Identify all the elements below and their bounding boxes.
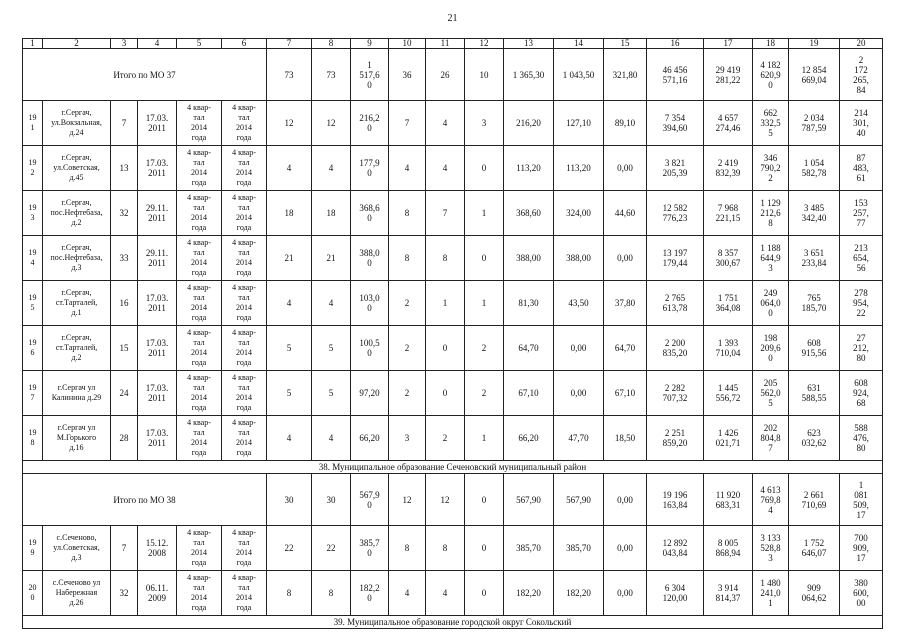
value-c13: 81,30 <box>504 281 554 326</box>
value-c13: 216,20 <box>504 101 554 146</box>
date-cell: 17.03. 2011 <box>138 101 177 146</box>
row-number: 19 8 <box>23 416 43 461</box>
value-c12: 0 <box>465 146 504 191</box>
value-c10: 7 <box>389 101 426 146</box>
column-number-cell: 14 <box>554 39 604 49</box>
value-c9: 100,5 0 <box>351 326 389 371</box>
value-c9: 97,20 <box>351 371 389 416</box>
address-cell: г.Сергач, пос.Нефтебаза, д.3 <box>43 236 111 281</box>
value-c14: 47,70 <box>554 416 604 461</box>
value-c8: 5 <box>312 326 351 371</box>
column-number-cell: 6 <box>222 39 267 49</box>
section-heading-row <box>23 461 883 474</box>
actual-date-cell: 4 квар- тал 2014 года <box>222 101 267 146</box>
planned-date-cell: 4 квар- тал 2014 года <box>177 146 222 191</box>
value-c14: 0,00 <box>554 371 604 416</box>
value-c20: 213 654, 56 <box>840 236 883 281</box>
section-heading: 38. Муниципальное образование Сеченовский муниципальный район <box>23 461 883 474</box>
actual-date-cell: 4 квар- тал 2014 года <box>222 191 267 236</box>
value-c19: 1 752 646,07 <box>789 526 840 571</box>
value-c15: 0,00 <box>604 236 647 281</box>
value-c20: 153 257, 77 <box>840 191 883 236</box>
value-c20: 380 600, 00 <box>840 571 883 616</box>
value-c7: 4 <box>267 281 312 326</box>
value-c11: 4 <box>426 146 465 191</box>
table-row <box>23 371 883 416</box>
value-c7: 8 <box>267 571 312 616</box>
actual-date-cell: 4 квар- тал 2014 года <box>222 416 267 461</box>
value-c17: 1 393 710,04 <box>704 326 753 371</box>
actual-date-cell: 4 квар- тал 2014 года <box>222 571 267 616</box>
total-value-c14: 1 043,50 <box>554 49 604 101</box>
address-cell: с.Сеченово ул Набережная д.26 <box>43 571 111 616</box>
value-c17: 4 657 274,46 <box>704 101 753 146</box>
value-c9: 66,20 <box>351 416 389 461</box>
actual-date-cell: 4 квар- тал 2014 года <box>222 236 267 281</box>
date-cell: 17.03. 2011 <box>138 146 177 191</box>
value-c3: 16 <box>111 281 138 326</box>
planned-date-cell: 4 квар- тал 2014 года <box>177 371 222 416</box>
value-c17: 7 968 221,15 <box>704 191 753 236</box>
total-value-c17: 11 920 683,31 <box>704 474 753 526</box>
value-c7: 18 <box>267 191 312 236</box>
value-c8: 12 <box>312 101 351 146</box>
column-number-cell: 9 <box>351 39 389 49</box>
table-row <box>23 416 883 461</box>
value-c9: 182,2 0 <box>351 571 389 616</box>
value-c7: 5 <box>267 326 312 371</box>
value-c16: 2 200 835,20 <box>647 326 704 371</box>
total-value-c12: 0 <box>465 474 504 526</box>
column-number-cell: 1 <box>23 39 43 49</box>
column-number-cell: 15 <box>604 39 647 49</box>
value-c10: 2 <box>389 281 426 326</box>
column-number-cell: 16 <box>647 39 704 49</box>
value-c19: 3 651 233,84 <box>789 236 840 281</box>
value-c10: 4 <box>389 571 426 616</box>
value-c9: 385,7 0 <box>351 526 389 571</box>
value-c7: 4 <box>267 146 312 191</box>
value-c13: 388,00 <box>504 236 554 281</box>
value-c14: 127,10 <box>554 101 604 146</box>
value-c19: 631 588,55 <box>789 371 840 416</box>
section-heading-row <box>23 616 883 629</box>
value-c7: 22 <box>267 526 312 571</box>
value-c3: 28 <box>111 416 138 461</box>
total-value-c19: 12 854 669,04 <box>789 49 840 101</box>
total-value-c17: 29 419 281,22 <box>704 49 753 101</box>
value-c18: 662 332,5 5 <box>753 101 789 146</box>
date-cell: 17.03. 2011 <box>138 326 177 371</box>
value-c12: 2 <box>465 371 504 416</box>
value-c9: 216,2 0 <box>351 101 389 146</box>
total-value-c11: 26 <box>426 49 465 101</box>
value-c15: 0,00 <box>604 526 647 571</box>
value-c3: 7 <box>111 526 138 571</box>
value-c11: 0 <box>426 371 465 416</box>
value-c8: 4 <box>312 281 351 326</box>
value-c11: 1 <box>426 281 465 326</box>
value-c3: 13 <box>111 146 138 191</box>
row-number: 19 6 <box>23 326 43 371</box>
value-c11: 0 <box>426 326 465 371</box>
total-value-c18: 4 182 620,9 0 <box>753 49 789 101</box>
row-number: 19 3 <box>23 191 43 236</box>
total-value-c12: 10 <box>465 49 504 101</box>
address-cell: г.Сергач, ст.Тарталей, д.2 <box>43 326 111 371</box>
value-c15: 89,10 <box>604 101 647 146</box>
table-row <box>23 191 883 236</box>
value-c20: 700 909, 17 <box>840 526 883 571</box>
column-number-cell: 2 <box>43 39 111 49</box>
total-value-c8: 73 <box>312 49 351 101</box>
value-c19: 2 034 787,59 <box>789 101 840 146</box>
value-c20: 27 212, 80 <box>840 326 883 371</box>
value-c18: 205 562,0 5 <box>753 371 789 416</box>
value-c16: 2 765 613,78 <box>647 281 704 326</box>
value-c3: 7 <box>111 101 138 146</box>
table-row <box>23 571 883 616</box>
planned-date-cell: 4 квар- тал 2014 года <box>177 571 222 616</box>
column-number-cell: 4 <box>138 39 177 49</box>
value-c13: 66,20 <box>504 416 554 461</box>
value-c16: 3 821 205,39 <box>647 146 704 191</box>
column-number-cell: 5 <box>177 39 222 49</box>
date-cell: 17.03. 2011 <box>138 281 177 326</box>
value-c12: 0 <box>465 236 504 281</box>
column-number-cell: 3 <box>111 39 138 49</box>
table-row <box>23 326 883 371</box>
value-c19: 909 064,62 <box>789 571 840 616</box>
value-c10: 8 <box>389 236 426 281</box>
total-value-c15: 321,80 <box>604 49 647 101</box>
total-value-c20: 2 172 265, 84 <box>840 49 883 101</box>
value-c10: 8 <box>389 191 426 236</box>
value-c3: 24 <box>111 371 138 416</box>
total-value-c18: 4 613 769,8 4 <box>753 474 789 526</box>
value-c7: 12 <box>267 101 312 146</box>
value-c19: 765 185,70 <box>789 281 840 326</box>
total-value-c16: 46 456 571,16 <box>647 49 704 101</box>
value-c15: 37,80 <box>604 281 647 326</box>
value-c15: 67,10 <box>604 371 647 416</box>
value-c18: 202 804,8 7 <box>753 416 789 461</box>
planned-date-cell: 4 квар- тал 2014 года <box>177 101 222 146</box>
municipality-total-row <box>23 474 883 526</box>
page-number: 21 <box>447 13 458 24</box>
value-c8: 4 <box>312 146 351 191</box>
value-c13: 368,60 <box>504 191 554 236</box>
date-cell: 15.12. 2008 <box>138 526 177 571</box>
value-c10: 4 <box>389 146 426 191</box>
value-c11: 8 <box>426 526 465 571</box>
date-cell: 17.03. 2011 <box>138 416 177 461</box>
column-number-cell: 12 <box>465 39 504 49</box>
total-value-c10: 36 <box>389 49 426 101</box>
value-c11: 4 <box>426 101 465 146</box>
planned-date-cell: 4 квар- тал 2014 года <box>177 281 222 326</box>
value-c17: 1 426 021,71 <box>704 416 753 461</box>
value-c10: 2 <box>389 371 426 416</box>
address-cell: г.Сергач, ул.Советская, д.45 <box>43 146 111 191</box>
column-number-cell: 20 <box>840 39 883 49</box>
value-c18: 198 209,6 0 <box>753 326 789 371</box>
address-cell: с.Сеченово, ул.Советская, д.3 <box>43 526 111 571</box>
value-c9: 103,0 0 <box>351 281 389 326</box>
column-number-cell: 8 <box>312 39 351 49</box>
table-row <box>23 236 883 281</box>
actual-date-cell: 4 квар- тал 2014 года <box>222 146 267 191</box>
total-value-c11: 12 <box>426 474 465 526</box>
row-number: 19 2 <box>23 146 43 191</box>
value-c8: 4 <box>312 416 351 461</box>
value-c13: 182,20 <box>504 571 554 616</box>
value-c18: 1 129 212,6 8 <box>753 191 789 236</box>
value-c16: 2 251 859,20 <box>647 416 704 461</box>
value-c15: 18,50 <box>604 416 647 461</box>
table-row <box>23 526 883 571</box>
value-c20: 608 924, 68 <box>840 371 883 416</box>
planned-date-cell: 4 квар- тал 2014 года <box>177 526 222 571</box>
row-number: 19 7 <box>23 371 43 416</box>
value-c15: 44,60 <box>604 191 647 236</box>
total-value-c7: 73 <box>267 49 312 101</box>
address-cell: г.Сергач, ст.Тарталей, д.1 <box>43 281 111 326</box>
column-number-cell: 13 <box>504 39 554 49</box>
value-c14: 43,50 <box>554 281 604 326</box>
value-c18: 249 064,0 0 <box>753 281 789 326</box>
housing-register-table <box>22 38 883 629</box>
value-c8: 22 <box>312 526 351 571</box>
value-c8: 8 <box>312 571 351 616</box>
value-c9: 177,9 0 <box>351 146 389 191</box>
table-row <box>23 281 883 326</box>
planned-date-cell: 4 квар- тал 2014 года <box>177 191 222 236</box>
value-c17: 2 419 832,39 <box>704 146 753 191</box>
value-c16: 13 197 179,44 <box>647 236 704 281</box>
row-number: 19 1 <box>23 101 43 146</box>
value-c11: 7 <box>426 191 465 236</box>
total-value-c15: 0,00 <box>604 474 647 526</box>
value-c18: 1 188 644,9 3 <box>753 236 789 281</box>
date-cell: 29.11. 2011 <box>138 236 177 281</box>
value-c18: 1 480 241,0 1 <box>753 571 789 616</box>
value-c18: 3 133 528,8 3 <box>753 526 789 571</box>
value-c18: 346 790,2 2 <box>753 146 789 191</box>
value-c11: 2 <box>426 416 465 461</box>
value-c11: 8 <box>426 236 465 281</box>
address-cell: г.Сергач ул М.Горького д.16 <box>43 416 111 461</box>
value-c9: 368,6 0 <box>351 191 389 236</box>
value-c14: 385,70 <box>554 526 604 571</box>
value-c14: 0,00 <box>554 326 604 371</box>
value-c17: 8 357 300,67 <box>704 236 753 281</box>
value-c10: 2 <box>389 326 426 371</box>
value-c12: 0 <box>465 571 504 616</box>
total-value-c9: 1 517,6 0 <box>351 49 389 101</box>
total-value-c13: 567,90 <box>504 474 554 526</box>
value-c16: 2 282 707,32 <box>647 371 704 416</box>
value-c13: 113,20 <box>504 146 554 191</box>
actual-date-cell: 4 квар- тал 2014 года <box>222 526 267 571</box>
total-value-c9: 567,9 0 <box>351 474 389 526</box>
value-c17: 1 751 364,08 <box>704 281 753 326</box>
municipality-total-row <box>23 49 883 101</box>
value-c19: 3 485 342,40 <box>789 191 840 236</box>
row-number: 19 9 <box>23 526 43 571</box>
address-cell: г.Сергач, пос.Нефтебаза, д.2 <box>43 191 111 236</box>
value-c13: 385,70 <box>504 526 554 571</box>
total-value-c7: 30 <box>267 474 312 526</box>
column-number-cell: 7 <box>267 39 312 49</box>
column-number-row <box>23 39 883 49</box>
value-c7: 21 <box>267 236 312 281</box>
value-c7: 5 <box>267 371 312 416</box>
value-c12: 1 <box>465 416 504 461</box>
column-number-cell: 11 <box>426 39 465 49</box>
value-c19: 608 915,56 <box>789 326 840 371</box>
column-number-cell: 17 <box>704 39 753 49</box>
planned-date-cell: 4 квар- тал 2014 года <box>177 416 222 461</box>
value-c3: 15 <box>111 326 138 371</box>
total-value-c13: 1 365,30 <box>504 49 554 101</box>
value-c8: 5 <box>312 371 351 416</box>
value-c20: 588 476, 80 <box>840 416 883 461</box>
value-c16: 12 582 776,23 <box>647 191 704 236</box>
value-c19: 623 032,62 <box>789 416 840 461</box>
value-c12: 0 <box>465 526 504 571</box>
value-c14: 182,20 <box>554 571 604 616</box>
total-value-c10: 12 <box>389 474 426 526</box>
value-c12: 1 <box>465 191 504 236</box>
value-c3: 33 <box>111 236 138 281</box>
date-cell: 29.11. 2011 <box>138 191 177 236</box>
value-c12: 2 <box>465 326 504 371</box>
total-value-c19: 2 661 710,69 <box>789 474 840 526</box>
value-c12: 3 <box>465 101 504 146</box>
value-c20: 87 483, 61 <box>840 146 883 191</box>
table-body <box>23 39 883 629</box>
value-c14: 324,00 <box>554 191 604 236</box>
value-c16: 7 354 394,60 <box>647 101 704 146</box>
total-value-c14: 567,90 <box>554 474 604 526</box>
table-row <box>23 101 883 146</box>
value-c9: 388,0 0 <box>351 236 389 281</box>
value-c16: 6 304 120,00 <box>647 571 704 616</box>
address-cell: г.Сергач, ул.Вокзальная, д.24 <box>43 101 111 146</box>
total-label: Итого по МО 38 <box>23 474 267 526</box>
actual-date-cell: 4 квар- тал 2014 года <box>222 326 267 371</box>
planned-date-cell: 4 квар- тал 2014 года <box>177 326 222 371</box>
value-c20: 278 954, 22 <box>840 281 883 326</box>
row-number: 19 4 <box>23 236 43 281</box>
value-c17: 3 914 814,37 <box>704 571 753 616</box>
actual-date-cell: 4 квар- тал 2014 года <box>222 371 267 416</box>
value-c19: 1 054 582,78 <box>789 146 840 191</box>
table-row <box>23 146 883 191</box>
column-number-cell: 19 <box>789 39 840 49</box>
total-value-c8: 30 <box>312 474 351 526</box>
value-c15: 64,70 <box>604 326 647 371</box>
value-c15: 0,00 <box>604 146 647 191</box>
column-number-cell: 18 <box>753 39 789 49</box>
value-c17: 8 005 868,94 <box>704 526 753 571</box>
total-value-c20: 1 081 509, 17 <box>840 474 883 526</box>
value-c12: 1 <box>465 281 504 326</box>
value-c10: 3 <box>389 416 426 461</box>
value-c16: 12 892 043,84 <box>647 526 704 571</box>
planned-date-cell: 4 квар- тал 2014 года <box>177 236 222 281</box>
column-number-cell: 10 <box>389 39 426 49</box>
value-c7: 4 <box>267 416 312 461</box>
value-c3: 32 <box>111 191 138 236</box>
row-number: 20 0 <box>23 571 43 616</box>
value-c11: 4 <box>426 571 465 616</box>
value-c13: 64,70 <box>504 326 554 371</box>
value-c14: 113,20 <box>554 146 604 191</box>
value-c20: 214 301, 40 <box>840 101 883 146</box>
date-cell: 06.11. 2009 <box>138 571 177 616</box>
value-c14: 388,00 <box>554 236 604 281</box>
row-number: 19 5 <box>23 281 43 326</box>
value-c15: 0,00 <box>604 571 647 616</box>
value-c10: 8 <box>389 526 426 571</box>
total-label: Итого по МО 37 <box>23 49 267 101</box>
section-heading: 39. Муниципальное образование городской округ Сокольский <box>23 616 883 629</box>
value-c13: 67,10 <box>504 371 554 416</box>
value-c17: 1 445 556,72 <box>704 371 753 416</box>
date-cell: 17.03. 2011 <box>138 371 177 416</box>
value-c8: 21 <box>312 236 351 281</box>
address-cell: г.Сергач ул Калинина д.29 <box>43 371 111 416</box>
actual-date-cell: 4 квар- тал 2014 года <box>222 281 267 326</box>
value-c3: 32 <box>111 571 138 616</box>
total-value-c16: 19 196 163,84 <box>647 474 704 526</box>
value-c8: 18 <box>312 191 351 236</box>
